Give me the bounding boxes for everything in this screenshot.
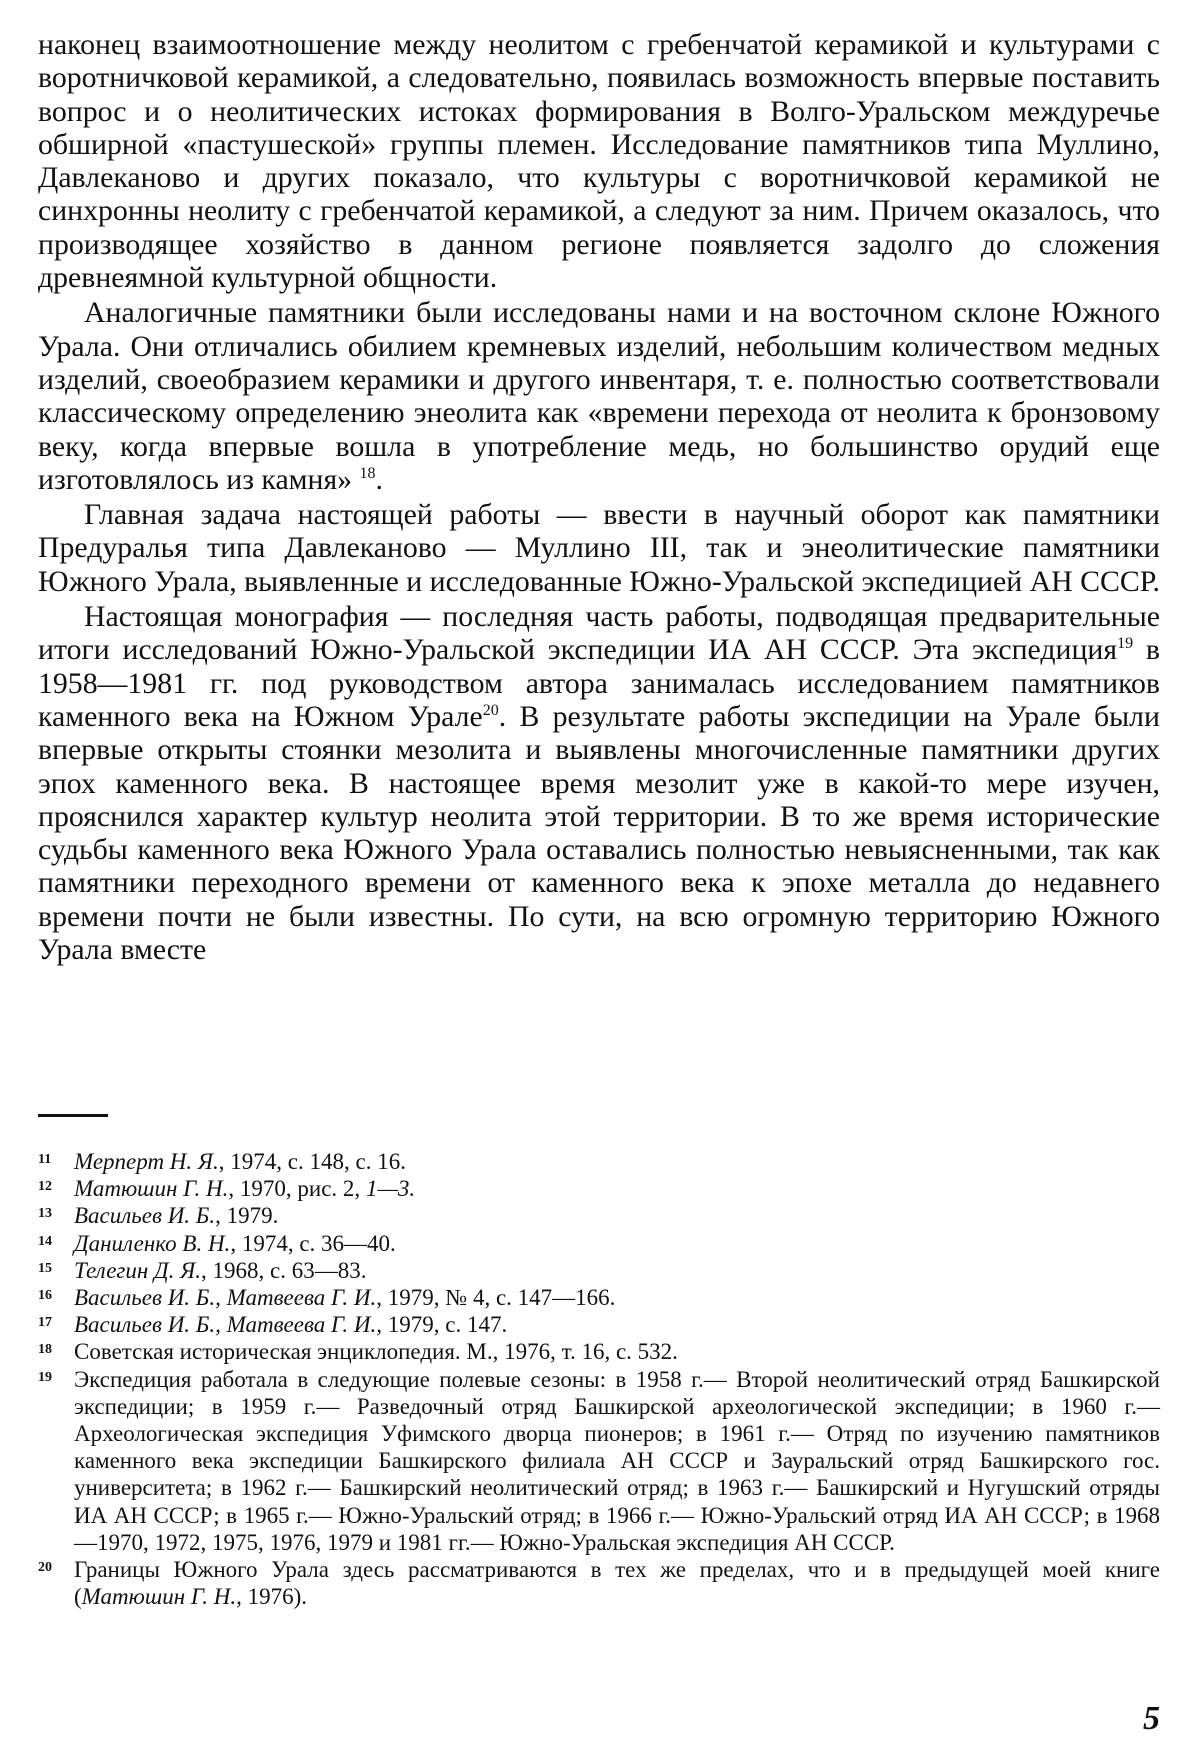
- paragraph-4: [38, 600, 1160, 966]
- footnote-text: Границы Южного Урала здесь рассматриваются в тех же пределах, что и в предыдущей моей книге (: [74, 1557, 1160, 1610]
- footnote-text: Советская историческая энциклопедия. М., 1976, т. 16, с. 532.: [74, 1339, 678, 1365]
- footnote-text: , 1974, с. 148, с. 16.: [218, 1149, 406, 1174]
- footnote-19: [38, 1366, 1160, 1556]
- paragraph-2-tail: .: [375, 462, 383, 496]
- footnote-figure-ref: 1—3.: [365, 1176, 416, 1202]
- footnote-text-tail: , 1976).: [236, 1584, 307, 1610]
- footnote-number: 19: [38, 1369, 52, 1385]
- footnote-author: Даниленко В. Н.: [74, 1230, 231, 1256]
- footnote-ref-19: 19: [1117, 635, 1134, 653]
- paragraph-2: [38, 296, 1160, 496]
- footnote-20: [38, 1556, 1160, 1610]
- footnote-text: , 1979.: [215, 1203, 279, 1229]
- footnote-12: [38, 1175, 1160, 1202]
- footnote-number: 12: [38, 1179, 52, 1195]
- footnote-text: Экспедиция работала в следующие полевые сезоны: в 1958 г.— Второй неолитический отряд Башкирской экспедиции; в 1959 г.— Разведочный отряд Башкирской археологической экспедиции; в 1960 г.— Археологическая экспедиция Уфимского дворца пионеров; в 1961 г.— Отряд по изучению памятников каменного века экспедиции Башкирского филиала АН СССР и Зауральский отряд Башкирского гос. университета; в 1962 г.— Башкирский неолитический отряд; в 1963 г.— Башкирский и Нугушский отряды ИА АН СССР; в 1965 г.— Южно-Уральский отряд; в 1966 г.— Южно-Уральский отряд ИА АН СССР; в 1968—1970, 1972, 1975, 1976, 1979 и 1981 гг.— Южно-Уральская экспедиция АН СССР.: [74, 1366, 1160, 1555]
- main-text: [38, 28, 1160, 968]
- footnote-18: [38, 1338, 1160, 1365]
- footnote-number: 15: [38, 1260, 52, 1276]
- paragraph-3: [38, 498, 1160, 598]
- paragraph-1: [38, 28, 1160, 294]
- footnote-divider: [38, 1114, 108, 1117]
- footnote-11: [38, 1148, 1160, 1175]
- footnote-text: , 1979, № 4, с. 147—166.: [376, 1285, 616, 1311]
- footnote-14: [38, 1230, 1160, 1257]
- footnote-author: Матюшин Г. Н.: [81, 1584, 237, 1610]
- page-number: 5: [1143, 1700, 1160, 1737]
- footnote-author: Телегин Д. Я.: [74, 1257, 202, 1283]
- footnote-ref-18: 18: [359, 464, 376, 482]
- footnote-text: , 1974, с. 36—40.: [230, 1230, 396, 1256]
- footnote-text: , 1979, с. 147.: [376, 1312, 508, 1338]
- footnote-17: [38, 1311, 1160, 1338]
- footnote-author: Матюшин Г. Н.: [74, 1176, 229, 1202]
- footnote-text: , 1970, рис. 2,: [228, 1176, 366, 1202]
- paragraph-1-text: наконец взаимоотношение между неолитом с гребенчатой керамикой и культурами с воротничковой керамикой, а следовательно, появилась возможность впервые поставить вопрос и о неолитических истоках формирования в Волго-Уральском междуречье обширной «пастушеской» группы племен. Исследование памятников типа Муллино, Давлеканово и других показало, что культуры с воротничковой керамикой не синхронны неолиту с гребенчатой керамикой, а следуют за ним. Причем оказалось, что производящее хозяйство в данном регионе появляется задолго до сложения древнеямной культурной общности.: [38, 28, 1160, 295]
- paragraph-4-text-b: в 1958—1981 гг. под руководством автора занималась исследованием памятников каменного века на Южном Урале: [38, 633, 1160, 733]
- footnote-number: 14: [38, 1233, 52, 1249]
- footnote-13: [38, 1202, 1160, 1229]
- paragraph-4-text-a: Настоящая монография — последняя часть работы, подводящая предварительные итоги исследований Южно-Уральской экспедиции ИА АН СССР. Эта экспедиция: [38, 600, 1160, 667]
- footnotes: [38, 1148, 1160, 1610]
- footnote-author: Васильев И. Б., Матвеева Г. И.: [74, 1312, 377, 1338]
- paragraph-4-text-c: . В результате работы экспедиции на Урале были впервые открыты стоянки мезолита и выявлены многочисленные памятники других эпох каменного века. В настоящее время мезолит уже в какой-то мере изучен, прояснился характер культур неолита этой территории. В то же время исторические судьбы каменного века Южного Урала оставались полностью невыясненными, так как памятники переходного времени от каменного века к эпохе металла до недавнего времени почти не были известны. По сути, на всю огромную территорию Южного Урала вместе: [38, 699, 1160, 967]
- paragraph-3-text: Главная задача настоящей работы — ввести в научный оборот как памятники Предуралья типа Давлеканово — Муллино III, так и энеолитические памятники Южного Урала, выявленные и исследованные Южно-Уральской экспедицией АН СССР.: [38, 498, 1160, 598]
- footnote-16: [38, 1284, 1160, 1311]
- footnote-15: [38, 1257, 1160, 1284]
- footnote-ref-20: 20: [482, 702, 499, 720]
- footnote-number: 16: [38, 1288, 52, 1304]
- footnote-number: 20: [38, 1560, 52, 1576]
- paragraph-2-text: Аналогичные памятники были исследованы нами и на восточном склоне Южного Урала. Они отличались обилием кремневых изделий, небольшим количеством медных изделий, своеобразием керамики и другого инвентаря, т. е. полностью соответствовали классическому определению энеолита как «времени перехода от неолита к бронзовому веку, когда впервые вошла в употребление медь, но большинство орудий еще изготовлялось из камня»: [38, 296, 1160, 496]
- footnote-number: 13: [38, 1206, 52, 1222]
- footnote-author: Васильев И. Б., Матвеева Г. И.: [74, 1285, 377, 1311]
- footnote-number: 18: [38, 1342, 52, 1358]
- footnote-text: , 1968, с. 63—83.: [201, 1257, 367, 1283]
- footnote-author: Васильев И. Б.: [74, 1203, 216, 1229]
- footnote-number: 17: [38, 1315, 52, 1331]
- footnote-author: Мерперт Н. Я.: [74, 1149, 219, 1174]
- footnote-number: 11: [38, 1152, 52, 1167]
